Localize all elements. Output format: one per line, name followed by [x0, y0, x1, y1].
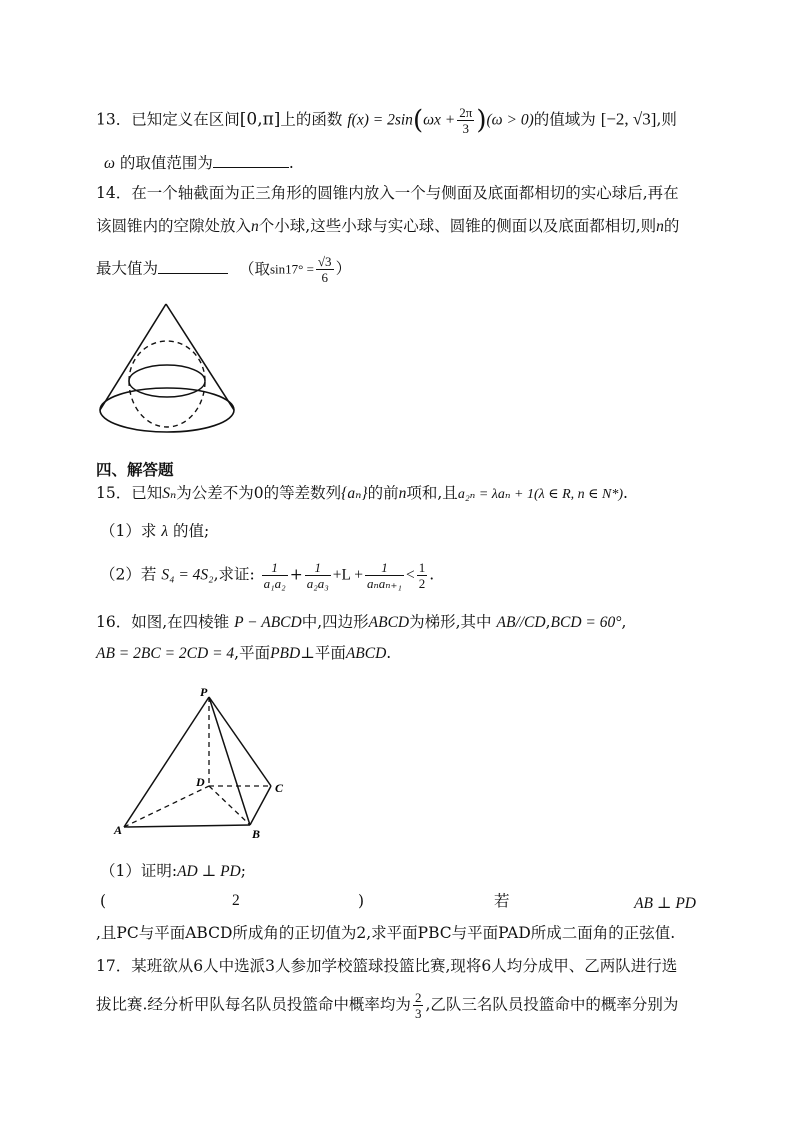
q14-line2: 该圆锥内的空隙处放入n个小球,这些小球与实心球、圆锥的侧面以及底面都相切,则n的: [96, 217, 680, 235]
q15-rhs: $\frac{1}{2}$: [418, 560, 426, 591]
q14-line3: 最大值为 （取sin17° = $\frac{√3}{6}$ ）: [96, 254, 352, 285]
q13-range: [−2, √3]: [600, 109, 657, 129]
q13-text-a: 已知定义在区间: [131, 110, 240, 129]
q15-part1: （1）求 λ 的值;: [100, 522, 210, 540]
q15-part2: （2）若 S₄ = 4S₂,求证: $\frac{1}{\text{a₁a₂}}$ + $\frac{1}{\text{a₂a₃}}$ +L + $\frac{1}{\text{aₙaₙ₊₁}}$ < $\frac{1}{2}$ .: [100, 560, 435, 591]
q14-line1: [96, 182, 679, 204]
q13-answer-blank[interactable]: [213, 153, 289, 168]
q16-part2-line2: ,且PC与平面ABCD所成角的正切值为2,求平面PBC与平面PAD所成二面角的正弦值.: [96, 924, 676, 942]
q16-line1: 16．如图,在四棱锥 P − ABCD中,四边形ABCD为梯形,其中 AB//CD,BCD = 60°,: [96, 613, 627, 631]
q13-line2-text: 的取值范围为: [119, 154, 213, 172]
q13-cond: (ω > 0): [486, 111, 534, 129]
q13-omega: ω: [104, 155, 115, 172]
q15-term1: $\frac{1}{\text{a₁a₂}}$: [263, 560, 286, 591]
q15-term2: $\frac{1}{\text{a₂a₃}}$: [306, 560, 329, 591]
section-heading: 四、解答题: [96, 461, 174, 479]
label-b: B: [252, 827, 261, 841]
q14-answer-blank[interactable]: [158, 259, 228, 274]
label-a: A: [114, 823, 123, 837]
q13-number: 13．: [96, 110, 132, 129]
label-c: C: [275, 781, 284, 795]
pyramid-figure: [110, 682, 300, 842]
q14-hint: sin17° =: [269, 261, 314, 277]
q13-func-frac: $\frac{2\pi}{3}$: [459, 105, 473, 136]
q17-frac: $\frac{2}{3}$: [414, 990, 422, 1021]
q17-line2: 拔比赛.经分析甲队每名队员投篮命中概率均为 $\frac{2}{3}$ ,乙队三名队员投篮命中的概率分别为: [96, 990, 679, 1021]
q15-term3: $\frac{1}{\text{aₙaₙ₊₁}}$: [367, 560, 402, 591]
cone-figure: [92, 300, 242, 438]
q13-interval: [0,π]: [239, 109, 281, 130]
label-d: D: [196, 775, 205, 789]
q14-line1-text: 在一个轴截面为正三角形的圆锥内放入一个与侧面及底面都相切的实心球后,再在: [131, 184, 679, 202]
q13-text-d: ,则: [656, 110, 677, 129]
q14-number: 14．: [96, 184, 132, 202]
q17-line1: 17．某班欲从6人中选派3人参加学校篮球投篮比赛,现将6人均分成甲、乙两队进行选: [96, 957, 678, 975]
q16-part1: （1）证明:AD ⊥ PD;: [100, 862, 246, 880]
q13-text-b: 上的函数: [280, 110, 343, 129]
q13-text-c: 的值域为: [533, 110, 596, 129]
q15-equation: a₂ₙ = λaₙ + 1(λ ∈ R, n ∈ N*): [457, 487, 623, 502]
q15-line1: 15．已知Sₙ为公差不为0的等差数列{aₙ}的前n项和,且a₂ₙ = λaₙ + 1(λ ∈ R, n ∈ N*).: [96, 484, 628, 502]
label-p: P: [200, 685, 208, 699]
q13-func-arg: ωx +: [423, 111, 456, 129]
q13-func-lhs: f(x) = 2sin: [347, 111, 413, 129]
q16-line2: AB = 2BC = 2CD = 4,平面PBD⊥平面ABCD.: [96, 644, 392, 662]
q13-line2: ω 的取值范围为 .: [104, 154, 294, 172]
q14-hint-frac: $\frac{√3}{6}$: [317, 254, 332, 285]
q13-line1: 13．已知定义在区间[0,π]上的函数 f(x) = 2sin(ωx + $\frac{2\pi}{3}$ )(ω > 0)的值域为 [−2, √3],则: [96, 105, 677, 136]
